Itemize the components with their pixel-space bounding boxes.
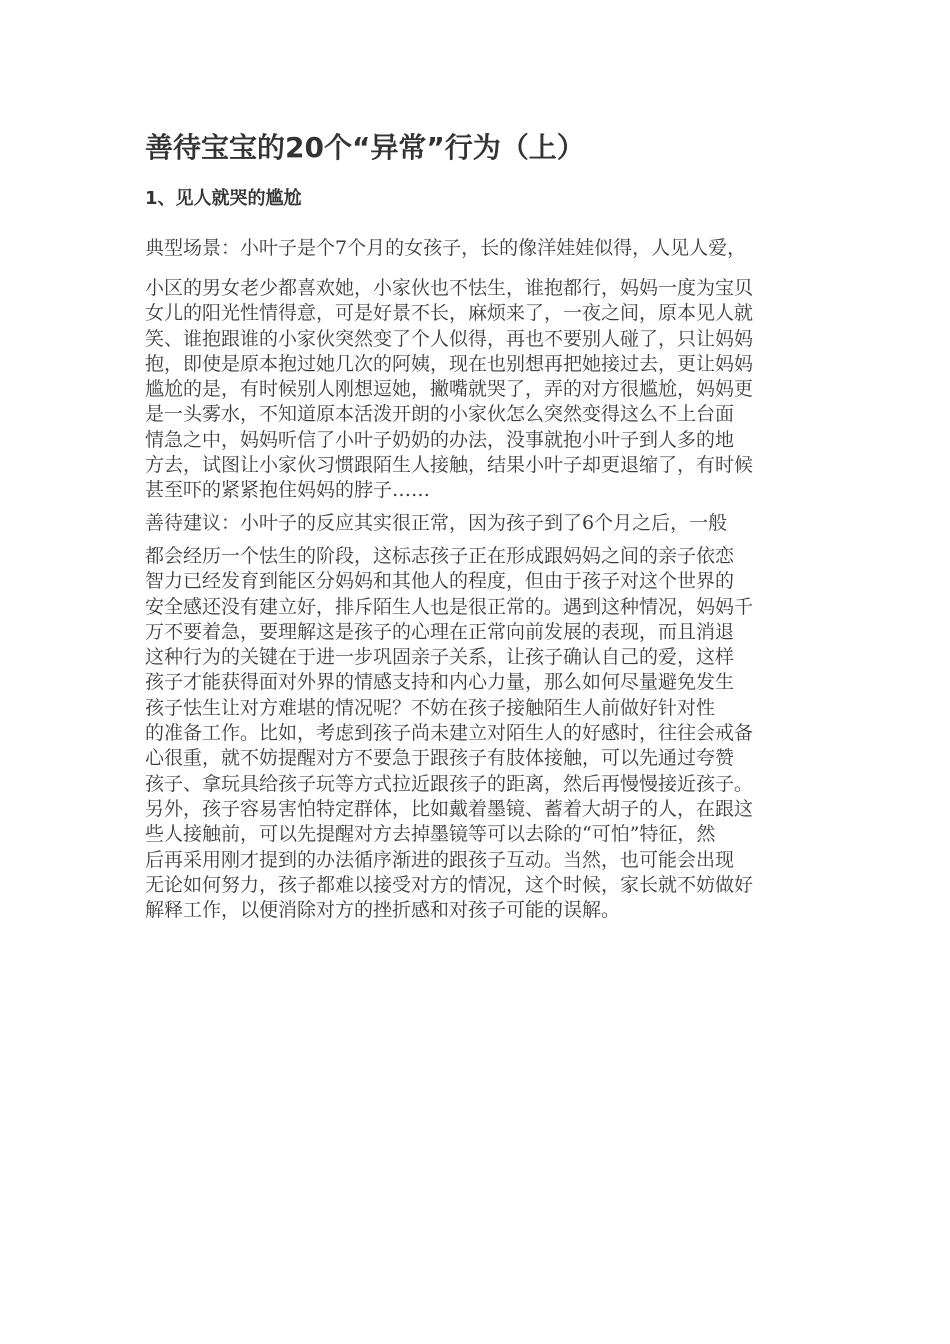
paragraph-line: 抱，即使是原本抱过她几次的阿姨，现在也别想再把她接过去，更让妈妈 — [145, 352, 754, 375]
advice-lead-line: 善待建议：小叶子的反应其实很正常，因为孩子到了6个月之后，一般 — [145, 512, 728, 534]
paragraph-line: 心很重，就不妨提醒对方不要急于跟孩子有肢体接触，可以先通过夸赞 — [145, 747, 735, 770]
paragraph-line: 孩子、拿玩具给孩子玩等方式拉近跟孩子的距离，然后再慢慢接近孩子。 — [145, 772, 754, 795]
paragraph-line: 甚至吓的紧紧抱住妈妈的脖子…… — [145, 479, 431, 502]
paragraph-line: 都会经历一个怯生的阶段，这标志孩子正在形成跟妈妈之间的亲子依恋 — [145, 545, 735, 567]
paragraph-line: 安全感还没有建立好，排斥陌生人也是很正常的。遇到这种情况，妈妈千 — [145, 595, 754, 618]
paragraph-line: 后再采用刚才提到的办法循序渐进的跟孩子互动。当然，也可能会出现 — [145, 848, 735, 871]
paragraph-line: 尴尬的是，有时候别人刚想逗她，撇嘴就哭了，弄的对方很尴尬，妈妈更 — [145, 378, 754, 401]
paragraph-line: 小区的男女老少都喜欢她，小家伙也不怯生，谁抱都行，妈妈一度为宝贝 — [145, 277, 754, 299]
paragraph-line: 另外，孩子容易害怕特定群体，比如戴着墨镜、蓄着大胡子的人，在跟这 — [145, 797, 754, 820]
paragraph-line: 解释工作，以便消除对方的挫折感和对孩子可能的误解。 — [145, 899, 621, 922]
paragraph-line: 些人接触前，可以先提醒对方去掉墨镜等可以去除的“可怕”特征，然 — [145, 823, 716, 846]
paragraph-line: 女儿的阳光性情得意，可是好景不长，麻烦来了，一夜之间，原本见人就 — [145, 302, 754, 325]
paragraph-line: 孩子才能获得面对外界的情感支持和内心力量，那么如何尽量避免发生 — [145, 671, 735, 694]
section-heading: 1、见人就哭的尴尬 — [145, 188, 302, 209]
paragraph-line: 这种行为的关键在于进一步巩固亲子关系，让孩子确认自己的爱，这样 — [145, 646, 735, 669]
paragraph-line: 智力已经发育到能区分妈妈和其他人的程度，但由于孩子对这个世界的 — [145, 570, 735, 593]
advice-paragraph — [145, 544, 825, 923]
paragraph-line: 笑、谁抱跟谁的小家伙突然变了个人似得，再也不要别人碰了，只让妈妈 — [145, 327, 754, 350]
paragraph-line: 方去，试图让小家伙习惯跟陌生人接触，结果小叶子却更退缩了，有时候 — [145, 454, 754, 477]
paragraph-line: 无论如何努力，孩子都难以接受对方的情况，这个时候，家长就不妨做好 — [145, 873, 754, 896]
page-title: 善待宝宝的20个“异常”行为（上） — [145, 131, 585, 164]
paragraph-line: 孩子怯生让对方难堪的情况呢？不妨在孩子接触陌生人前做好针对性 — [145, 696, 716, 719]
scenario-paragraph — [145, 276, 825, 504]
paragraph-line: 是一头雾水，不知道原本活泼开朗的小家伙怎么突然变得这么不上台面 — [145, 403, 735, 426]
scenario-lead-line: 典型场景：小叶子是个7个月的女孩子，长的像洋娃娃似得，人见人爱， — [145, 237, 747, 259]
paragraph-line: 的准备工作。比如，考虑到孩子尚未建立对陌生人的好感时，往往会戒备 — [145, 722, 754, 745]
paragraph-line: 万不要着急，要理解这是孩子的心理在正常向前发展的表现，而且消退 — [145, 620, 735, 643]
paragraph-line: 情急之中，妈妈听信了小叶子奶奶的办法，没事就抱小叶子到人多的地 — [145, 428, 735, 451]
